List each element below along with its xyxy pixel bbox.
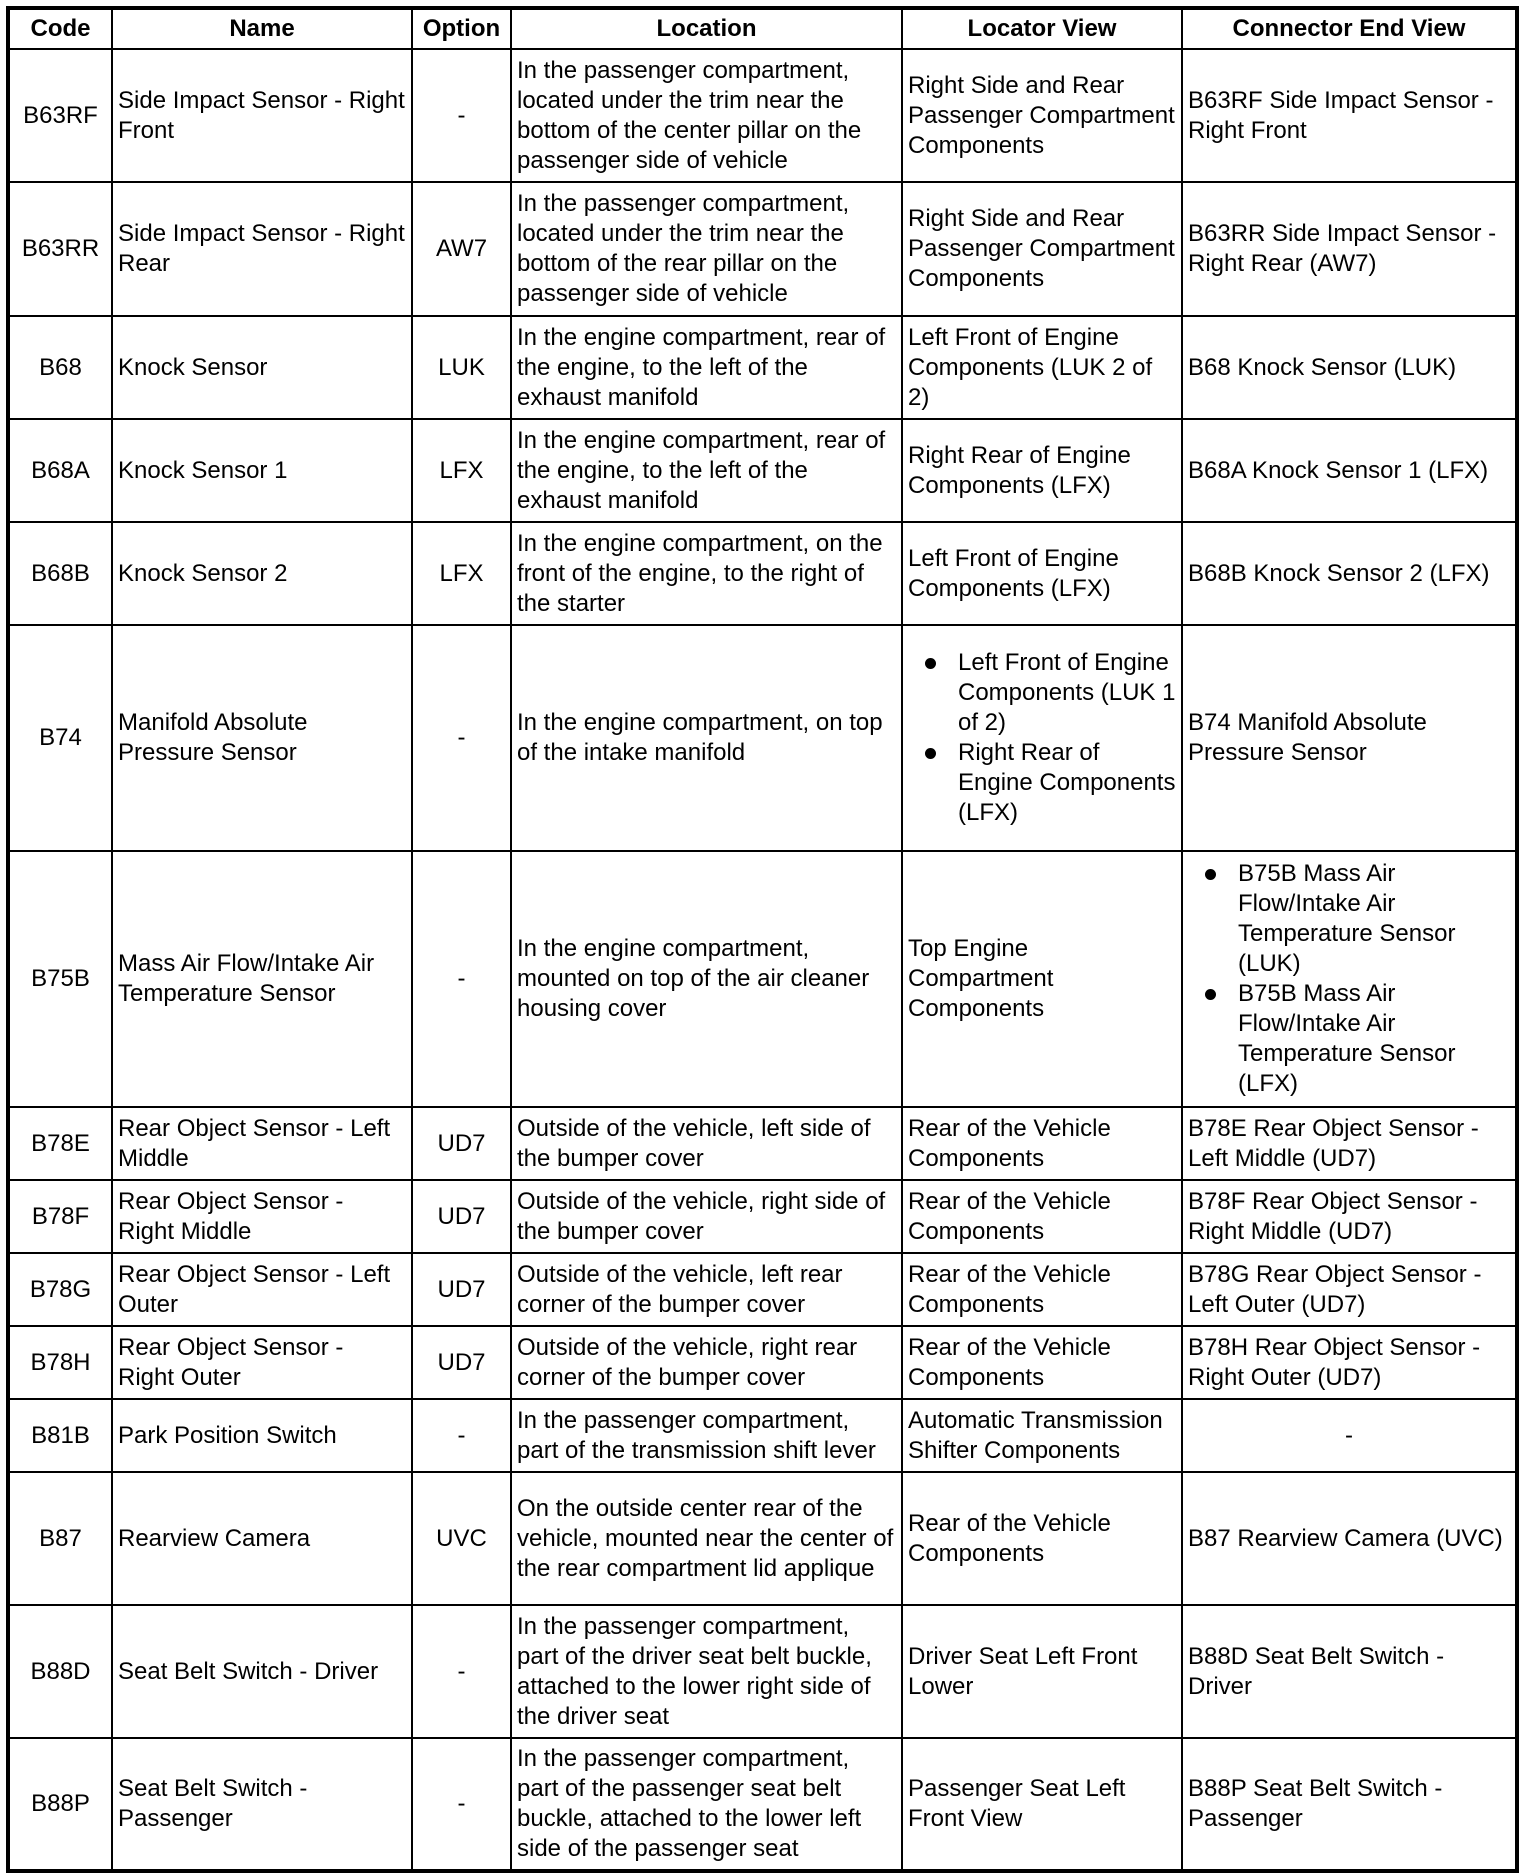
location-cell: In the passenger compartment, part of the driver seat belt buckle, attached to the lower right side of the driver seat bbox=[511, 1605, 902, 1738]
code-cell: B63RR bbox=[8, 182, 112, 316]
name-cell: Park Position Switch bbox=[112, 1399, 412, 1472]
list-item: Right Rear of Engine Components (LFX) bbox=[958, 739, 1176, 826]
name-cell: Rear Object Sensor - Right Middle bbox=[112, 1180, 412, 1253]
code-cell: B74 bbox=[8, 625, 112, 851]
code-cell: B78E bbox=[8, 1107, 112, 1180]
code-cell: B68 bbox=[8, 316, 112, 419]
option-cell: AW7 bbox=[412, 182, 511, 316]
location-cell: In the engine compartment, rear of the engine, to the left of the exhaust manifold bbox=[511, 419, 902, 522]
name-cell: Side Impact Sensor - Right Rear bbox=[112, 182, 412, 316]
table-row bbox=[8, 522, 1517, 625]
locator-view-cell: Rear of the Vehicle Components bbox=[902, 1326, 1182, 1399]
table-row bbox=[8, 851, 1517, 1107]
connector-end-view-cell: B63RR Side Impact Sensor - Right Rear (AW7) bbox=[1182, 182, 1517, 316]
option-cell: UD7 bbox=[412, 1253, 511, 1326]
name-cell: Seat Belt Switch - Driver bbox=[112, 1605, 412, 1738]
location-cell: In the passenger compartment, part of the passenger seat belt buckle, attached to the lower left side of the passenger seat bbox=[511, 1738, 902, 1871]
component-locator-table bbox=[6, 6, 1519, 1873]
connector-end-view-cell: B68B Knock Sensor 2 (LFX) bbox=[1182, 522, 1517, 625]
location-cell: Outside of the vehicle, right side of the bumper cover bbox=[511, 1180, 902, 1253]
locator-view-cell: Right Side and Rear Passenger Compartment Components bbox=[902, 182, 1182, 316]
code-cell: B88P bbox=[8, 1738, 112, 1871]
connector-end-view-cell: B68 Knock Sensor (LUK) bbox=[1182, 316, 1517, 419]
option-cell: UD7 bbox=[412, 1180, 511, 1253]
location-cell: Outside of the vehicle, left rear corner of the bumper cover bbox=[511, 1253, 902, 1326]
table-row bbox=[8, 1399, 1517, 1472]
table-row bbox=[8, 316, 1517, 419]
name-cell: Rear Object Sensor - Right Outer bbox=[112, 1326, 412, 1399]
header-connector-end-view: Connector End View bbox=[1182, 8, 1517, 49]
code-cell: B78G bbox=[8, 1253, 112, 1326]
name-cell: Knock Sensor 1 bbox=[112, 419, 412, 522]
connector-end-view-cell: B88D Seat Belt Switch - Driver bbox=[1182, 1605, 1517, 1738]
header-option: Option bbox=[412, 8, 511, 49]
option-cell: - bbox=[412, 1605, 511, 1738]
name-cell: Seat Belt Switch - Passenger bbox=[112, 1738, 412, 1871]
connector-end-view-cell: B78E Rear Object Sensor - Left Middle (UD7) bbox=[1182, 1107, 1517, 1180]
connector-end-view-cell bbox=[1182, 851, 1517, 1107]
option-cell: - bbox=[412, 625, 511, 851]
code-cell: B68A bbox=[8, 419, 112, 522]
list-item: B75B Mass Air Flow/Intake Air Temperature Sensor (LUK) bbox=[1238, 859, 1510, 979]
option-cell: - bbox=[412, 1399, 511, 1472]
name-cell: Rear Object Sensor - Left Outer bbox=[112, 1253, 412, 1326]
locator-view-cell bbox=[902, 625, 1182, 851]
list-item: Left Front of Engine Components (LUK 1 of 2) bbox=[958, 649, 1176, 736]
code-cell: B81B bbox=[8, 1399, 112, 1472]
name-cell: Mass Air Flow/Intake Air Temperature Sensor bbox=[112, 851, 412, 1107]
location-cell: On the outside center rear of the vehicle, mounted near the center of the rear compartment lid applique bbox=[511, 1472, 902, 1605]
locator-view-cell: Right Side and Rear Passenger Compartment Components bbox=[902, 49, 1182, 182]
code-cell: B88D bbox=[8, 1605, 112, 1738]
locator-view-cell: Passenger Seat Left Front View bbox=[902, 1738, 1182, 1871]
code-cell: B75B bbox=[8, 851, 112, 1107]
locator-view-cell: Driver Seat Left Front Lower bbox=[902, 1605, 1182, 1738]
table-row bbox=[8, 182, 1517, 316]
table-row bbox=[8, 1738, 1517, 1871]
name-cell: Manifold Absolute Pressure Sensor bbox=[112, 625, 412, 851]
header-location: Location bbox=[511, 8, 902, 49]
locator-view-cell: Left Front of Engine Components (LUK 2 of 2) bbox=[902, 316, 1182, 419]
locator-view-cell: Rear of the Vehicle Components bbox=[902, 1472, 1182, 1605]
option-cell: LFX bbox=[412, 419, 511, 522]
option-cell: UVC bbox=[412, 1472, 511, 1605]
location-cell: Outside of the vehicle, right rear corner of the bumper cover bbox=[511, 1326, 902, 1399]
header-name: Name bbox=[112, 8, 412, 49]
connector-end-view-cell: B78F Rear Object Sensor - Right Middle (UD7) bbox=[1182, 1180, 1517, 1253]
location-cell: In the engine compartment, rear of the engine, to the left of the exhaust manifold bbox=[511, 316, 902, 419]
name-cell: Side Impact Sensor - Right Front bbox=[112, 49, 412, 182]
table-row bbox=[8, 1326, 1517, 1399]
option-cell: - bbox=[412, 1738, 511, 1871]
table-row bbox=[8, 419, 1517, 522]
name-cell: Knock Sensor 2 bbox=[112, 522, 412, 625]
header-locator-view: Locator View bbox=[902, 8, 1182, 49]
code-cell: B87 bbox=[8, 1472, 112, 1605]
code-cell: B78H bbox=[8, 1326, 112, 1399]
table-row bbox=[8, 49, 1517, 182]
connector-end-view-cell: B88P Seat Belt Switch - Passenger bbox=[1182, 1738, 1517, 1871]
code-cell: B78F bbox=[8, 1180, 112, 1253]
name-cell: Knock Sensor bbox=[112, 316, 412, 419]
location-cell: Outside of the vehicle, left side of the bumper cover bbox=[511, 1107, 902, 1180]
connector-end-view-cell: B63RF Side Impact Sensor - Right Front bbox=[1182, 49, 1517, 182]
locator-view-cell: Rear of the Vehicle Components bbox=[902, 1253, 1182, 1326]
location-cell: In the engine compartment, mounted on top of the air cleaner housing cover bbox=[511, 851, 902, 1107]
connector-end-view-cell: B78H Rear Object Sensor - Right Outer (UD7) bbox=[1182, 1326, 1517, 1399]
locator-view-cell: Right Rear of Engine Components (LFX) bbox=[902, 419, 1182, 522]
location-cell: In the passenger compartment, located under the trim near the bottom of the rear pillar on the passenger side of vehicle bbox=[511, 182, 902, 316]
name-cell: Rearview Camera bbox=[112, 1472, 412, 1605]
option-cell: - bbox=[412, 851, 511, 1107]
connector-end-view-cell: B78G Rear Object Sensor - Left Outer (UD7) bbox=[1182, 1253, 1517, 1326]
header-code: Code bbox=[8, 8, 112, 49]
header-row bbox=[8, 8, 1517, 49]
code-cell: B68B bbox=[8, 522, 112, 625]
option-cell: LFX bbox=[412, 522, 511, 625]
code-cell: B63RF bbox=[8, 49, 112, 182]
table-row bbox=[8, 625, 1517, 851]
table-row bbox=[8, 1180, 1517, 1253]
locator-view-cell: Automatic Transmission Shifter Components bbox=[902, 1399, 1182, 1472]
connector-end-view-cell: - bbox=[1182, 1399, 1517, 1472]
locator-view-cell: Left Front of Engine Components (LFX) bbox=[902, 522, 1182, 625]
table-row bbox=[8, 1107, 1517, 1180]
connector-end-view-cell: B74 Manifold Absolute Pressure Sensor bbox=[1182, 625, 1517, 851]
location-cell: In the engine compartment, on top of the intake manifold bbox=[511, 625, 902, 851]
list-item: B75B Mass Air Flow/Intake Air Temperature Sensor (LFX) bbox=[1238, 979, 1510, 1099]
locator-view-cell: Rear of the Vehicle Components bbox=[902, 1107, 1182, 1180]
connector-end-view-cell-list bbox=[1188, 859, 1510, 1099]
connector-end-view-cell: B68A Knock Sensor 1 (LFX) bbox=[1182, 419, 1517, 522]
location-cell: In the passenger compartment, located under the trim near the bottom of the center pillar on the passenger side of vehicle bbox=[511, 49, 902, 182]
connector-end-view-cell: B87 Rearview Camera (UVC) bbox=[1182, 1472, 1517, 1605]
table-row bbox=[8, 1253, 1517, 1326]
locator-view-cell-list bbox=[908, 648, 1176, 828]
table-row bbox=[8, 1605, 1517, 1738]
option-cell: UD7 bbox=[412, 1326, 511, 1399]
name-cell: Rear Object Sensor - Left Middle bbox=[112, 1107, 412, 1180]
location-cell: In the engine compartment, on the front of the engine, to the right of the starter bbox=[511, 522, 902, 625]
option-cell: - bbox=[412, 49, 511, 182]
option-cell: LUK bbox=[412, 316, 511, 419]
table-row bbox=[8, 1472, 1517, 1605]
locator-view-cell: Rear of the Vehicle Components bbox=[902, 1180, 1182, 1253]
location-cell: In the passenger compartment, part of the transmission shift lever bbox=[511, 1399, 902, 1472]
option-cell: UD7 bbox=[412, 1107, 511, 1180]
locator-view-cell: Top Engine Compartment Components bbox=[902, 851, 1182, 1107]
